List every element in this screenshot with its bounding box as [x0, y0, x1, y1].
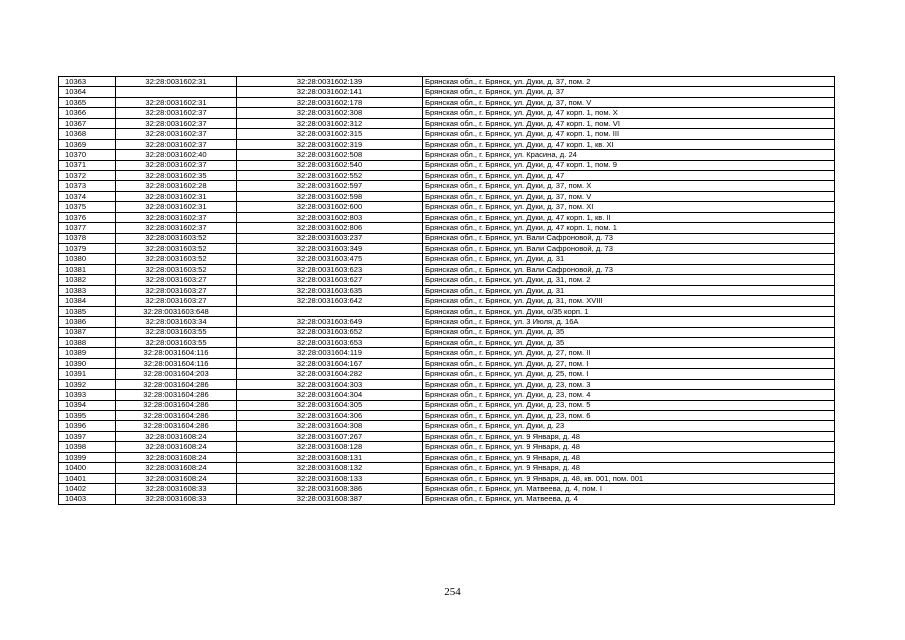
address-cell: Брянская обл., г. Брянск, ул. 9 Января, д. 48 [423, 463, 835, 473]
quarter-number-cell: 32:28:0031602:37 [116, 160, 237, 170]
table-row [59, 369, 835, 379]
page-number: 254 [444, 586, 461, 598]
quarter-number-cell: 32:28:0031603:27 [116, 296, 237, 306]
table-row [59, 77, 835, 87]
row-number-cell: 10364 [59, 87, 116, 97]
quarter-number-cell: 32:28:0031604:286 [116, 379, 237, 389]
table-row [59, 202, 835, 212]
address-cell: Брянская обл., г. Брянск, ул. Дуки, д. 23, пом. 6 [423, 411, 835, 421]
address-cell: Брянская обл., г. Брянск, ул. Дуки, д. 37, пом. V [423, 97, 835, 107]
table-row [59, 473, 835, 483]
row-number-cell: 10402 [59, 484, 116, 494]
table-row [59, 97, 835, 107]
cadastral-number-cell: 32:28:0031604:282 [237, 369, 423, 379]
cadastral-number-cell: 32:28:0031602:597 [237, 181, 423, 191]
table-row [59, 317, 835, 327]
table-row [59, 337, 835, 347]
cadastral-number-cell: 32:28:0031602:315 [237, 129, 423, 139]
address-cell: Брянская обл., г. Брянск, ул. Дуки, о/35 корп. 1 [423, 306, 835, 316]
address-cell: Брянская обл., г. Брянск, ул. Дуки, д. 35 [423, 337, 835, 347]
cadastral-number-cell: 32:28:0031602:308 [237, 108, 423, 118]
cadastral-number-cell [237, 306, 423, 316]
cadastral-number-cell: 32:28:0031607:267 [237, 431, 423, 441]
quarter-number-cell: 32:28:0031604:116 [116, 348, 237, 358]
row-number-cell: 10363 [59, 77, 116, 87]
address-cell: Брянская обл., г. Брянск, ул. Дуки, д. 23, пом. 5 [423, 400, 835, 410]
table-row [59, 390, 835, 400]
cadastral-number-cell: 32:28:0031608:132 [237, 463, 423, 473]
quarter-number-cell: 32:28:0031603:52 [116, 244, 237, 254]
table-row [59, 233, 835, 243]
table-row [59, 129, 835, 139]
row-number-cell: 10365 [59, 97, 116, 107]
quarter-number-cell: 32:28:0031602:37 [116, 118, 237, 128]
quarter-number-cell: 32:28:0031603:55 [116, 327, 237, 337]
table-row [59, 421, 835, 431]
quarter-number-cell: 32:28:0031602:37 [116, 108, 237, 118]
row-number-cell: 10372 [59, 170, 116, 180]
row-number-cell: 10391 [59, 369, 116, 379]
quarter-number-cell: 32:28:0031608:24 [116, 452, 237, 462]
address-cell: Брянская обл., г. Брянск, ул. Вали Сафроновой, д. 73 [423, 233, 835, 243]
quarter-number-cell: 32:28:0031603:34 [116, 317, 237, 327]
cadastral-number-cell: 32:28:0031602:540 [237, 160, 423, 170]
table-row [59, 181, 835, 191]
cadastral-number-cell: 32:28:0031602:508 [237, 150, 423, 160]
cadastral-number-cell: 32:28:0031602:178 [237, 97, 423, 107]
table-row [59, 442, 835, 452]
address-cell: Брянская обл., г. Брянск, ул. Дуки, д. 35 [423, 327, 835, 337]
quarter-number-cell: 32:28:0031602:37 [116, 129, 237, 139]
cadastral-number-cell: 32:28:0031602:312 [237, 118, 423, 128]
quarter-number-cell: 32:28:0031602:31 [116, 97, 237, 107]
table-row [59, 254, 835, 264]
cadastral-number-cell: 32:28:0031604:306 [237, 411, 423, 421]
row-number-cell: 10396 [59, 421, 116, 431]
address-cell: Брянская обл., г. Брянск, ул. Дуки, д. 31 [423, 254, 835, 264]
row-number-cell: 10385 [59, 306, 116, 316]
table-row [59, 431, 835, 441]
row-number-cell: 10390 [59, 358, 116, 368]
cadastral-number-cell: 32:28:0031602:806 [237, 223, 423, 233]
cadastral-number-cell: 32:28:0031603:237 [237, 233, 423, 243]
address-cell: Брянская обл., г. Брянск, ул. Дуки, д. 31, пом. 2 [423, 275, 835, 285]
cadastral-number-cell: 32:28:0031603:652 [237, 327, 423, 337]
row-number-cell: 10399 [59, 452, 116, 462]
address-cell: Брянская обл., г. Брянск, ул. Дуки, д. 31, пом. XVIII [423, 296, 835, 306]
quarter-number-cell: 32:28:0031602:31 [116, 77, 237, 87]
cadastral-number-cell: 32:28:0031608:128 [237, 442, 423, 452]
address-cell: Брянская обл., г. Брянск, ул. 3 Июля, д. 16А [423, 317, 835, 327]
row-number-cell: 10394 [59, 400, 116, 410]
cadastral-number-cell: 32:28:0031603:349 [237, 244, 423, 254]
quarter-number-cell: 32:28:0031602:37 [116, 139, 237, 149]
cadastral-number-cell: 32:28:0031603:627 [237, 275, 423, 285]
row-number-cell: 10373 [59, 181, 116, 191]
row-number-cell: 10379 [59, 244, 116, 254]
row-number-cell: 10369 [59, 139, 116, 149]
address-cell: Брянская обл., г. Брянск, ул. Дуки, д. 47 корп. 1, кв. XI [423, 139, 835, 149]
table-row [59, 150, 835, 160]
quarter-number-cell: 32:28:0031602:31 [116, 202, 237, 212]
cadastral-number-cell: 32:28:0031602:319 [237, 139, 423, 149]
quarter-number-cell: 32:28:0031603:52 [116, 264, 237, 274]
address-cell: Брянская обл., г. Брянск, ул. 9 Января, д. 48 [423, 452, 835, 462]
address-cell: Брянская обл., г. Брянск, ул. Дуки, д. 47 корп. 1, пом. 9 [423, 160, 835, 170]
table-row [59, 191, 835, 201]
cadastral-number-cell: 32:28:0031602:552 [237, 170, 423, 180]
table-row [59, 160, 835, 170]
table-row [59, 463, 835, 473]
table-row [59, 411, 835, 421]
quarter-number-cell: 32:28:0031602:28 [116, 181, 237, 191]
address-cell: Брянская обл., г. Брянск, ул. Дуки, д. 47 корп. 1, пом. III [423, 129, 835, 139]
address-cell: Брянская обл., г. Брянск, ул. Матвеева, д. 4, пом. I [423, 484, 835, 494]
row-number-cell: 10393 [59, 390, 116, 400]
row-number-cell: 10387 [59, 327, 116, 337]
quarter-number-cell: 32:28:0031603:648 [116, 306, 237, 316]
address-cell: Брянская обл., г. Брянск, ул. 9 Января, д. 48 [423, 431, 835, 441]
table-row [59, 285, 835, 295]
quarter-number-cell: 32:28:0031608:24 [116, 473, 237, 483]
quarter-number-cell: 32:28:0031604:286 [116, 411, 237, 421]
address-cell: Брянская обл., г. Брянск, ул. Дуки, д. 23, пом. 4 [423, 390, 835, 400]
table-row [59, 379, 835, 389]
table-row [59, 275, 835, 285]
quarter-number-cell: 32:28:0031608:33 [116, 494, 237, 504]
cadastral-number-cell: 32:28:0031608:387 [237, 494, 423, 504]
address-cell: Брянская обл., г. Брянск, ул. Дуки, д. 37, пом. 2 [423, 77, 835, 87]
table-row [59, 108, 835, 118]
address-cell: Брянская обл., г. Брянск, ул. Дуки, д. 47 корп. 1, кв. II [423, 212, 835, 222]
row-number-cell: 10380 [59, 254, 116, 264]
registry-table-body [59, 77, 835, 505]
table-row [59, 118, 835, 128]
address-cell: Брянская обл., г. Брянск, ул. Красина, д. 24 [423, 150, 835, 160]
row-number-cell: 10370 [59, 150, 116, 160]
address-cell: Брянская обл., г. Брянск, ул. Дуки, д. 23 [423, 421, 835, 431]
quarter-number-cell: 32:28:0031602:37 [116, 223, 237, 233]
address-cell: Брянская обл., г. Брянск, ул. Дуки, д. 27, пом. II [423, 348, 835, 358]
address-cell: Брянская обл., г. Брянск, ул. 9 Января, д. 48 [423, 442, 835, 452]
table-row [59, 296, 835, 306]
row-number-cell: 10395 [59, 411, 116, 421]
table-row [59, 212, 835, 222]
quarter-number-cell: 32:28:0031603:55 [116, 337, 237, 347]
table-row [59, 87, 835, 97]
table-row [59, 484, 835, 494]
table-row [59, 264, 835, 274]
address-cell: Брянская обл., г. Брянск, ул. Вали Сафроновой, д. 73 [423, 244, 835, 254]
row-number-cell: 10376 [59, 212, 116, 222]
row-number-cell: 10397 [59, 431, 116, 441]
table-row [59, 170, 835, 180]
table-row [59, 494, 835, 504]
address-cell: Брянская обл., г. Брянск, ул. Дуки, д. 37, пом. X [423, 181, 835, 191]
cadastral-number-cell: 32:28:0031603:642 [237, 296, 423, 306]
row-number-cell: 10392 [59, 379, 116, 389]
row-number-cell: 10382 [59, 275, 116, 285]
cadastral-number-cell: 32:28:0031608:133 [237, 473, 423, 483]
address-cell: Брянская обл., г. Брянск, ул. Дуки, д. 31 [423, 285, 835, 295]
cadastral-number-cell: 32:28:0031604:119 [237, 348, 423, 358]
quarter-number-cell: 32:28:0031602:40 [116, 150, 237, 160]
quarter-number-cell: 32:28:0031604:203 [116, 369, 237, 379]
quarter-number-cell: 32:28:0031608:24 [116, 442, 237, 452]
row-number-cell: 10368 [59, 129, 116, 139]
row-number-cell: 10401 [59, 473, 116, 483]
row-number-cell: 10388 [59, 337, 116, 347]
address-cell: Брянская обл., г. Брянск, ул. Дуки, д. 37, пом. V [423, 191, 835, 201]
table-row [59, 223, 835, 233]
row-number-cell: 10403 [59, 494, 116, 504]
cadastral-number-cell: 32:28:0031604:308 [237, 421, 423, 431]
address-cell: Брянская обл., г. Брянск, ул. Дуки, д. 47 [423, 170, 835, 180]
table-row [59, 348, 835, 358]
quarter-number-cell: 32:28:0031604:286 [116, 400, 237, 410]
address-cell: Брянская обл., г. Брянск, ул. Дуки, д. 27, пом. I [423, 358, 835, 368]
row-number-cell: 10400 [59, 463, 116, 473]
property-registry-table [58, 76, 835, 505]
cadastral-number-cell: 32:28:0031603:649 [237, 317, 423, 327]
cadastral-number-cell: 32:28:0031603:475 [237, 254, 423, 264]
quarter-number-cell: 32:28:0031603:27 [116, 285, 237, 295]
address-cell: Брянская обл., г. Брянск, ул. Дуки, д. 47 корп. 1, пом. 1 [423, 223, 835, 233]
cadastral-number-cell: 32:28:0031604:303 [237, 379, 423, 389]
cadastral-number-cell: 32:28:0031604:167 [237, 358, 423, 368]
quarter-number-cell: 32:28:0031603:52 [116, 254, 237, 264]
row-number-cell: 10386 [59, 317, 116, 327]
cadastral-number-cell: 32:28:0031603:623 [237, 264, 423, 274]
quarter-number-cell: 32:28:0031602:35 [116, 170, 237, 180]
quarter-number-cell: 32:28:0031604:286 [116, 390, 237, 400]
row-number-cell: 10371 [59, 160, 116, 170]
table-row [59, 244, 835, 254]
quarter-number-cell: 32:28:0031608:24 [116, 463, 237, 473]
address-cell: Брянская обл., г. Брянск, ул. Матвеева, д. 4 [423, 494, 835, 504]
cadastral-number-cell: 32:28:0031604:304 [237, 390, 423, 400]
quarter-number-cell: 32:28:0031604:116 [116, 358, 237, 368]
address-cell: Брянская обл., г. Брянск, ул. Вали Сафроновой, д. 73 [423, 264, 835, 274]
cadastral-number-cell: 32:28:0031608:386 [237, 484, 423, 494]
cadastral-number-cell: 32:28:0031602:141 [237, 87, 423, 97]
address-cell: Брянская обл., г. Брянск, ул. Дуки, д. 37 [423, 87, 835, 97]
cadastral-number-cell: 32:28:0031602:600 [237, 202, 423, 212]
row-number-cell: 10367 [59, 118, 116, 128]
cadastral-number-cell: 32:28:0031602:139 [237, 77, 423, 87]
row-number-cell: 10366 [59, 108, 116, 118]
table-row [59, 400, 835, 410]
quarter-number-cell: 32:28:0031604:286 [116, 421, 237, 431]
row-number-cell: 10398 [59, 442, 116, 452]
cadastral-number-cell: 32:28:0031602:803 [237, 212, 423, 222]
address-cell: Брянская обл., г. Брянск, ул. Дуки, д. 47 корп. 1, пом. X [423, 108, 835, 118]
cadastral-number-cell: 32:28:0031608:131 [237, 452, 423, 462]
row-number-cell: 10383 [59, 285, 116, 295]
quarter-number-cell: 32:28:0031608:33 [116, 484, 237, 494]
table-row [59, 327, 835, 337]
cadastral-number-cell: 32:28:0031604:305 [237, 400, 423, 410]
quarter-number-cell: 32:28:0031603:27 [116, 275, 237, 285]
quarter-number-cell: 32:28:0031602:37 [116, 212, 237, 222]
cadastral-number-cell: 32:28:0031603:635 [237, 285, 423, 295]
table-row [59, 139, 835, 149]
quarter-number-cell: 32:28:0031602:31 [116, 191, 237, 201]
address-cell: Брянская обл., г. Брянск, ул. Дуки, д. 23, пом. 3 [423, 379, 835, 389]
row-number-cell: 10389 [59, 348, 116, 358]
address-cell: Брянская обл., г. Брянск, ул. 9 Января, д. 48, кв. 001, пом. 001 [423, 473, 835, 483]
row-number-cell: 10384 [59, 296, 116, 306]
quarter-number-cell: 32:28:0031603:52 [116, 233, 237, 243]
address-cell: Брянская обл., г. Брянск, ул. Дуки, д. 47 корп. 1, пом. VI [423, 118, 835, 128]
row-number-cell: 10377 [59, 223, 116, 233]
row-number-cell: 10374 [59, 191, 116, 201]
quarter-number-cell: 32:28:0031608:24 [116, 431, 237, 441]
table-row [59, 358, 835, 368]
table-row [59, 306, 835, 316]
table-row [59, 452, 835, 462]
quarter-number-cell [116, 87, 237, 97]
row-number-cell: 10381 [59, 264, 116, 274]
row-number-cell: 10378 [59, 233, 116, 243]
address-cell: Брянская обл., г. Брянск, ул. Дуки, д. 25, пом. I [423, 369, 835, 379]
cadastral-number-cell: 32:28:0031603:653 [237, 337, 423, 347]
cadastral-number-cell: 32:28:0031602:598 [237, 191, 423, 201]
address-cell: Брянская обл., г. Брянск, ул. Дуки, д. 37, пом. XI [423, 202, 835, 212]
row-number-cell: 10375 [59, 202, 116, 212]
